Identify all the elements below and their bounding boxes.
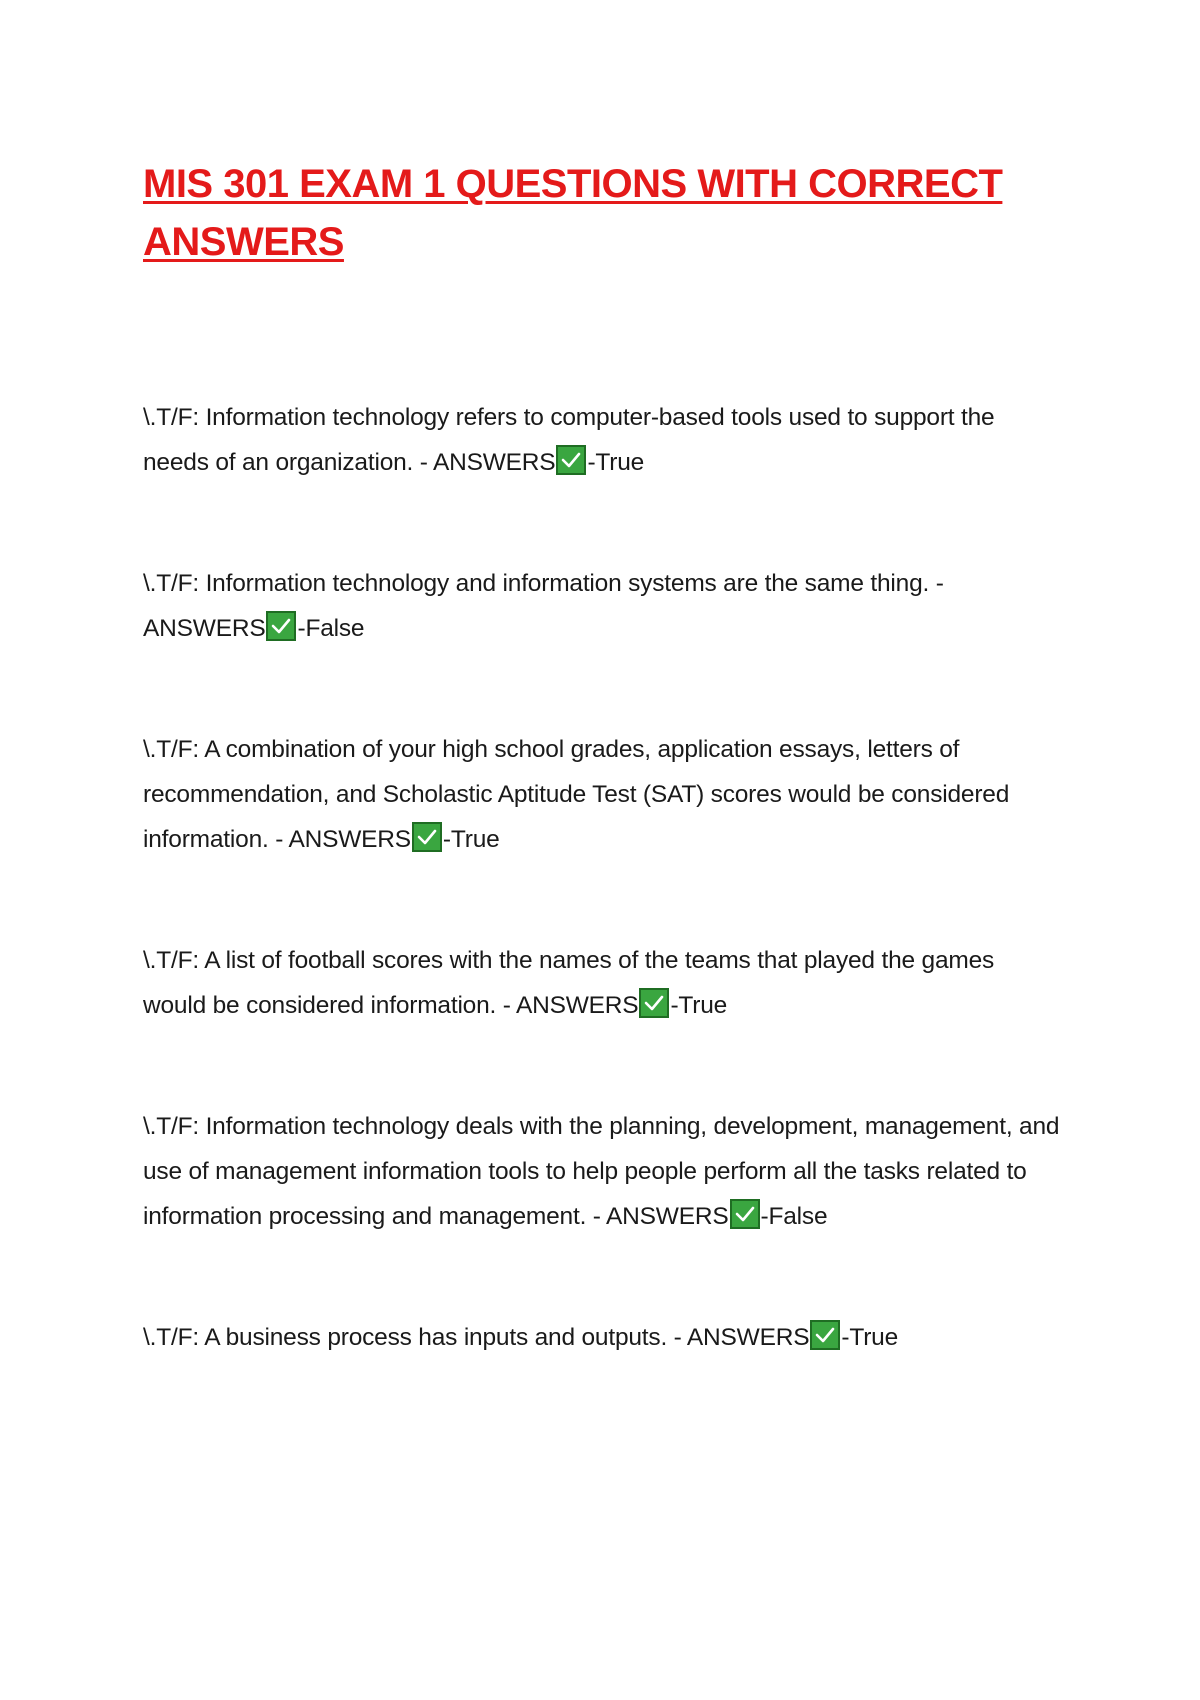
answer-marker: ANSWERS: [686, 1324, 810, 1351]
check-mark-icon: [639, 988, 669, 1018]
question-item-5: [143, 1104, 1063, 1239]
answer-value: -True: [670, 992, 728, 1019]
answer-marker: ANSWERS: [606, 1203, 729, 1230]
answer-value: -True: [442, 826, 500, 853]
document-page: [143, 155, 1063, 1351]
check-mark-icon: [730, 1199, 760, 1229]
question-text: \.T/F: A combination of your high school grades, application essays, letters of recommendation, and Scholastic Aptitude Test (SAT) scores would be considered information. -: [143, 736, 1010, 853]
answer-marker: ANSWERS: [515, 992, 639, 1019]
question-item-2: [143, 561, 1063, 651]
question-text: \.T/F: A list of football scores with the names of the teams that played the games would be considered information. -: [143, 947, 995, 1019]
question-item-4: [143, 938, 1063, 1028]
check-mark-icon: [810, 1320, 840, 1350]
answer-value: -False: [760, 1203, 828, 1230]
question-item-1: [143, 395, 1063, 485]
question-item-3: [143, 727, 1063, 862]
answer-marker: ANSWERS: [288, 826, 411, 853]
question-item-6: [143, 1315, 1063, 1360]
answer-value: -True: [587, 449, 645, 476]
answer-value: -False: [297, 615, 365, 642]
check-mark-icon: [412, 822, 442, 852]
question-text: \.T/F: A business process has inputs and outputs. -: [143, 1324, 687, 1351]
check-mark-icon: [266, 611, 296, 641]
document-title: MIS 301 EXAM 1 QUESTIONS WITH CORRECT ANSWERS: [143, 162, 1003, 264]
answer-value: -True: [841, 1324, 899, 1351]
question-text: \.T/F: Information technology and information systems are the same thing. -: [143, 570, 944, 597]
question-text: \.T/F: Information technology refers to computer-based tools used to support the needs of an organization. -: [143, 404, 995, 476]
check-mark-icon: [556, 445, 586, 475]
answer-marker: ANSWERS: [143, 615, 266, 642]
question-text: \.T/F: Information technology deals with the planning, development, management, and use of management information tools to help people perform all the tasks related to information processing and management. -: [143, 1113, 1060, 1230]
question-list: [143, 395, 1063, 1360]
answer-marker: ANSWERS: [432, 449, 556, 476]
